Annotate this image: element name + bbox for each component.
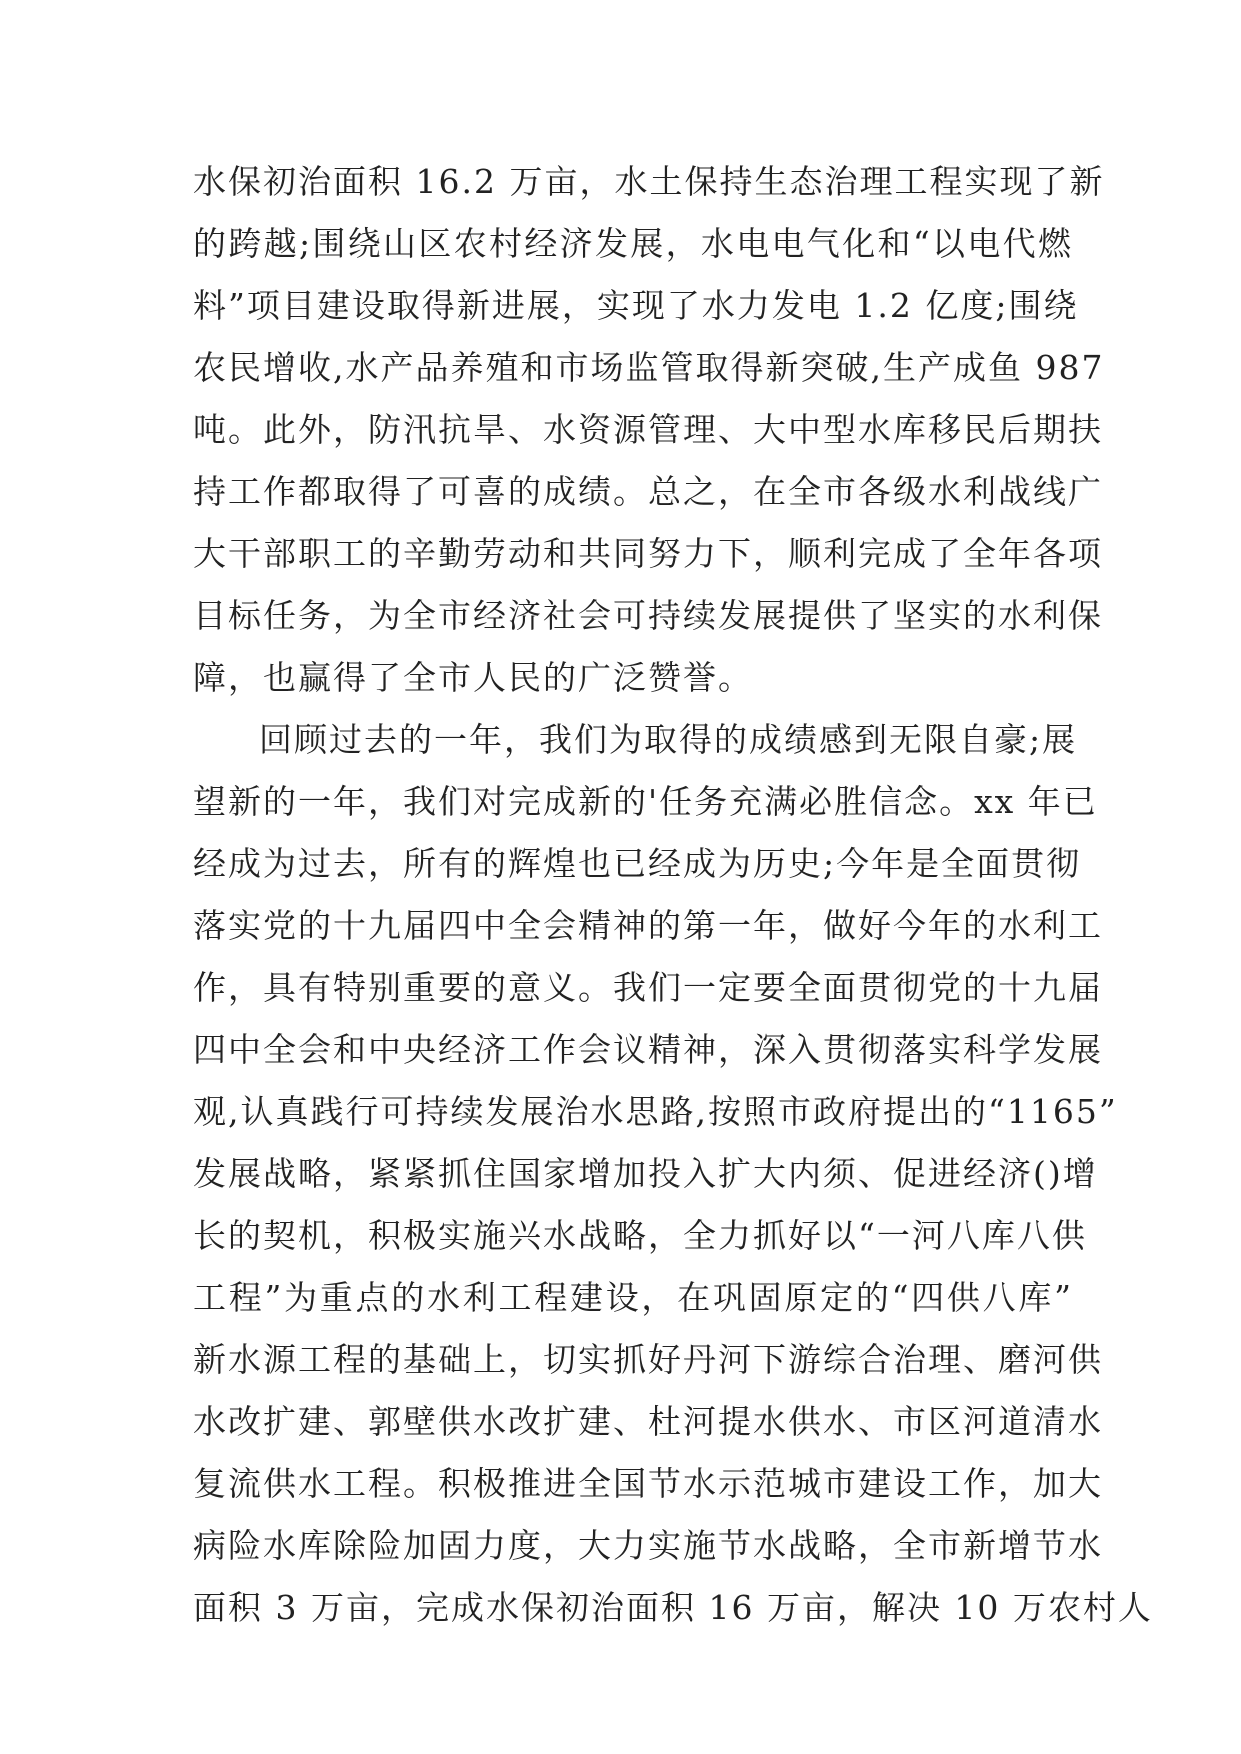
text-line: 水改扩建、郭壁供水改扩建、杜河提水供水、市区河道清水 [193, 1402, 1103, 1441]
text-line: 复流供水工程。积极推进全国节水示范城市建设工作，加大 [193, 1464, 1103, 1503]
text-line: 目标任务，为全市经济社会可持续发展提供了坚实的水利保 [193, 596, 1103, 635]
text-line: 障，也赢得了全市人民的广泛赞誉。 [193, 658, 753, 697]
text-line: 落实党的十九届四中全会精神的第一年，做好今年的水利工 [193, 906, 1103, 945]
text-line: 望新的一年，我们对完成新的'任务充满必胜信念。xx 年已 [193, 782, 1098, 821]
text-line: 经成为过去，所有的辉煌也已经成为历史;今年是全面贯彻 [193, 844, 1082, 883]
text-line: 面积 3 万亩，完成水保初治面积 16 万亩，解决 10 万农村人 [193, 1588, 1153, 1627]
text-line: 病险水库除险加固力度，大力实施节水战略，全市新增节水 [193, 1526, 1103, 1565]
text-line: 观,认真践行可持续发展治水思路,按照市政府提出的“1165” [193, 1092, 1118, 1131]
text-line: 农民增收,水产品养殖和市场监管取得新突破,生产成鱼 987 [193, 348, 1105, 387]
text-line: 吨。此外，防汛抗旱、水资源管理、大中型水库移民后期扶 [193, 410, 1103, 449]
text-line: 持工作都取得了可喜的成绩。总之，在全市各级水利战线广 [193, 472, 1103, 511]
paragraph-2 [193, 709, 1153, 1639]
text-line: 的跨越;围绕山区农村经济发展，水电电气化和“以电代燃 [193, 224, 1073, 263]
text-line: 大干部职工的辛勤劳动和共同努力下，顺利完成了全年各项 [193, 534, 1103, 573]
text-line: 料”项目建设取得新进展，实现了水力发电 1.2 亿度;围绕 [193, 286, 1079, 325]
text-line: 工程”为重点的水利工程建设，在巩固原定的“四供八库” [193, 1278, 1073, 1317]
text-line: 作，具有特别重要的意义。我们一定要全面贯彻党的十九届 [193, 968, 1103, 1007]
text-line: 长的契机，积极实施兴水战略，全力抓好以“一河八库八供 [193, 1216, 1087, 1255]
paragraph-1 [193, 151, 1105, 709]
text-line: 发展战略，紧紧抓住国家增加投入扩大内须、促进经济()增 [193, 1154, 1098, 1193]
text-line: 水保初治面积 16.2 万亩，水土保持生态治理工程实现了新 [193, 162, 1105, 201]
text-line: 回顾过去的一年，我们为取得的成绩感到无限自豪;展 [259, 720, 1078, 759]
document-body [193, 151, 1153, 1639]
text-line: 新水源工程的基础上，切实抓好丹河下游综合治理、磨河供 [193, 1340, 1103, 1379]
text-line: 四中全会和中央经济工作会议精神，深入贯彻落实科学发展 [193, 1030, 1103, 1069]
